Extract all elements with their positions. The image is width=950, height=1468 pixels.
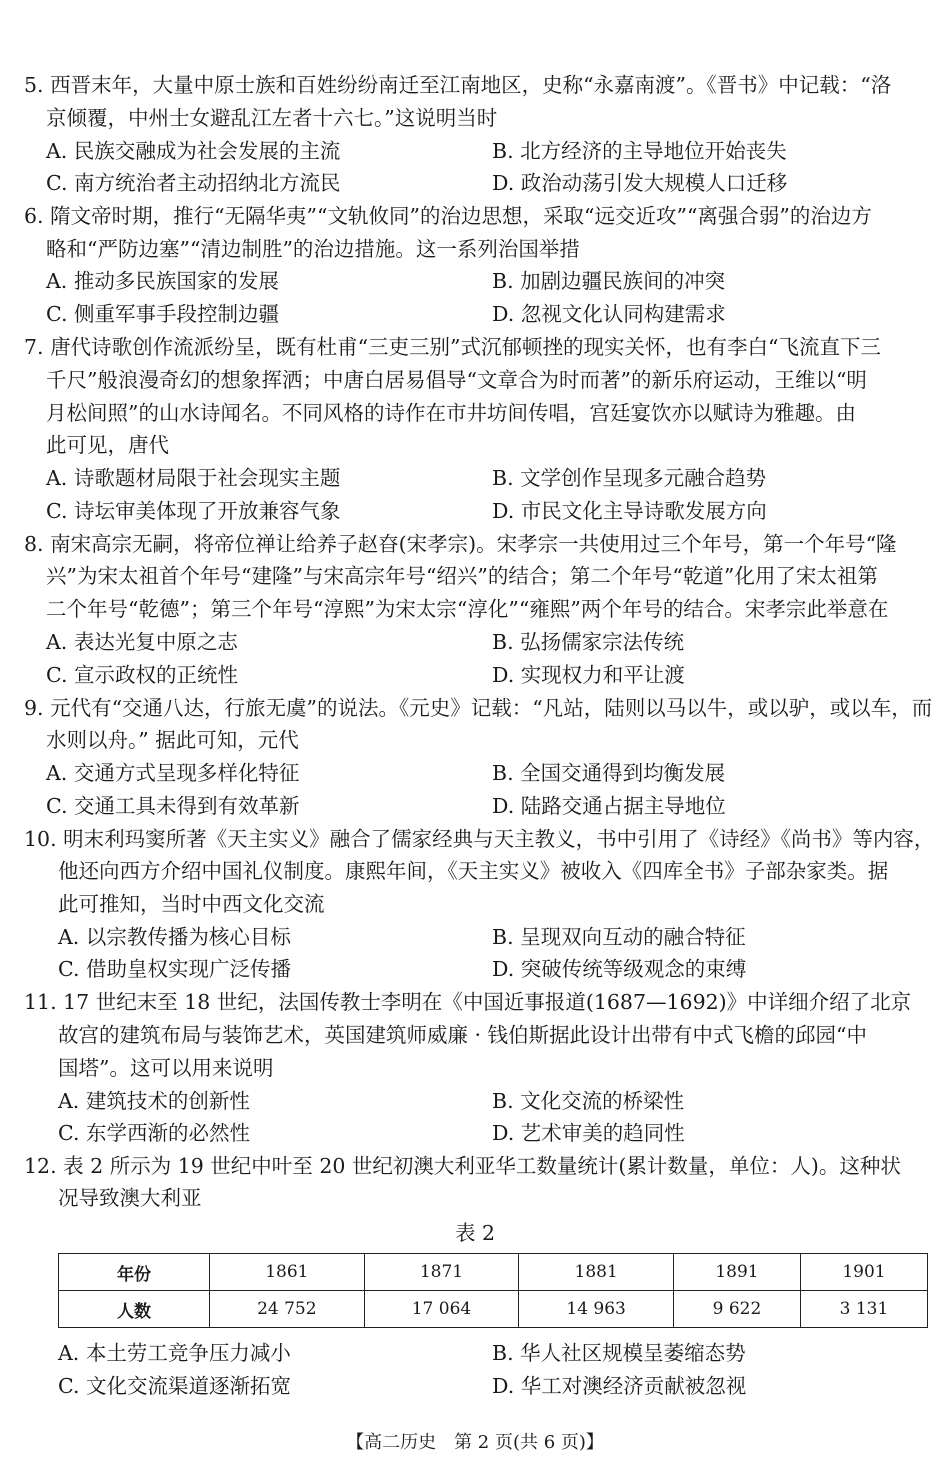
- option-b: B. 华人社区规模呈萎缩态势: [492, 1341, 746, 1365]
- option-c: C. 东学西渐的必然性: [58, 1121, 250, 1145]
- option-b: B. 文学创作呈现多元融合趋势: [492, 466, 767, 490]
- question-stem-line: 12. 表 2 所示为 19 世纪中叶至 20 世纪初澳大利亚华工数量统计(累计数量，单位：人)。这种状: [24, 1154, 901, 1178]
- question-stem-line: 9. 元代有“交通八达，行旅无虞”的说法。《元史》记载：“凡站，陆则以马以牛，或以驴，或以车，而: [24, 696, 933, 720]
- question-stem-line: 略和“严防边塞”“清边制胜”的治边措施。这一系列治国举措: [46, 237, 580, 261]
- question-stem-line: 京倾覆，中州士女避乱江左者十六七。”这说明当时: [46, 106, 498, 130]
- question-stem-line: 月松间照”的山水诗闻名。不同风格的诗作在市井坊间传唱，宫廷宴饮亦以赋诗为雅趣。由: [46, 401, 856, 425]
- question-stem-line: 5. 西晋末年，大量中原士族和百姓纷纷南迁至江南地区，史称“永嘉南渡”。《晋书》中记载：“洛: [24, 73, 892, 97]
- option-d: D. 市民文化主导诗歌发展方向: [492, 499, 767, 523]
- option-d: D. 华工对澳经济贡献被忽视: [492, 1374, 747, 1398]
- table-row: [59, 1254, 928, 1291]
- option-a: A. 建筑技术的创新性: [58, 1089, 250, 1113]
- option-d: D. 陆路交通占据主导地位: [492, 794, 726, 818]
- table-cell: 1861: [210, 1254, 365, 1291]
- table-cell: 1901: [800, 1254, 927, 1291]
- data-table: [58, 1253, 928, 1328]
- option-d: D. 艺术审美的趋同性: [492, 1121, 685, 1145]
- option-b: B. 弘扬儒家宗法传统: [492, 630, 685, 654]
- question-stem-line: 11. 17 世纪末至 18 世纪，法国传教士李明在《中国近事报道(1687—1692)》中详细介绍了北京: [24, 990, 912, 1014]
- question-stem-line: 千尺”般浪漫奇幻的想象挥洒；中唐白居易倡导“文章合为时而著”的新乐府运动，王维以“明: [46, 368, 867, 392]
- page-footer: 【高二历史 第 2 页(共 6 页)】: [346, 1432, 604, 1453]
- table-cell: 3 131: [800, 1291, 927, 1328]
- option-a: A. 本土劳工竞争压力减小: [58, 1341, 291, 1365]
- option-c: C. 文化交流渠道逐渐拓宽: [58, 1374, 291, 1398]
- table-row-label: 年份: [59, 1254, 210, 1291]
- table-cell: 24 752: [210, 1291, 365, 1328]
- table-caption: 表 2: [454, 1221, 496, 1245]
- option-c: C. 交通工具未得到有效革新: [46, 794, 300, 818]
- table-cell: 17 064: [364, 1291, 519, 1328]
- option-a: A. 交通方式呈现多样化特征: [46, 761, 300, 785]
- question-stem-line: 二个年号“乾德”；第三个年号“淳熙”为宋太宗“淳化”“雍熙”两个年号的结合。宋孝宗此举意在: [46, 597, 889, 621]
- question-stem-line: 8. 南宋高宗无嗣，将帝位禅让给养子赵昚(宋孝宗)。宋孝宗一共使用过三个年号，第一个年号“隆: [24, 532, 897, 556]
- question-stem-line: 7. 唐代诗歌创作流派纷呈，既有杜甫“三吏三别”式沉郁顿挫的现实关怀，也有李白“飞流直下三: [24, 335, 882, 359]
- question-stem-line: 10. 明末利玛窦所著《天主实义》融合了儒家经典与天主教义，书中引用了《诗经》《尚书》等内容，: [24, 827, 935, 851]
- option-d: D. 突破传统等级观念的束缚: [492, 957, 747, 981]
- option-d: D. 忽视文化认同构建需求: [492, 302, 726, 326]
- table-cell: 1871: [364, 1254, 519, 1291]
- question-stem-line: 水则以舟。” 据此可知，元代: [46, 728, 299, 752]
- option-b: B. 加剧边疆民族间的冲突: [492, 269, 726, 293]
- option-a: A. 民族交融成为社会发展的主流: [46, 139, 341, 163]
- question-stem-line: 况导致澳大利亚: [58, 1186, 202, 1210]
- table-cell: 1881: [519, 1254, 674, 1291]
- question-stem-line: 故宫的建筑布局与装饰艺术，英国建筑师威廉 · 钱伯斯据此设计出带有中式飞檐的邱园“中: [58, 1023, 868, 1047]
- option-a: A. 推动多民族国家的发展: [46, 269, 279, 293]
- option-a: A. 以宗教传播为核心目标: [58, 925, 291, 949]
- question-stem-line: 此可见，唐代: [46, 433, 169, 457]
- option-b: B. 文化交流的桥梁性: [492, 1089, 685, 1113]
- option-b: B. 全国交通得到均衡发展: [492, 761, 726, 785]
- question-stem-line: 他还向西方介绍中国礼仪制度。康熙年间，《天主实义》被收入《四库全书》子部杂家类。据: [58, 859, 889, 883]
- option-c: C. 宣示政权的正统性: [46, 663, 238, 687]
- option-b: B. 呈现双向互动的融合特征: [492, 925, 746, 949]
- option-c: C. 借助皇权实现广泛传播: [58, 957, 291, 981]
- question-stem-line: 兴”为宋太祖首个年号“建隆”与宋高宗年号“绍兴”的结合；第二个年号“乾道”化用了宋太祖第: [46, 564, 878, 588]
- table-row-label: 人数: [59, 1291, 210, 1328]
- option-d: D. 实现权力和平让渡: [492, 663, 685, 687]
- option-c: C. 侧重军事手段控制边疆: [46, 302, 279, 326]
- option-c: C. 南方统治者主动招纳北方流民: [46, 171, 341, 195]
- table-row: [59, 1291, 928, 1328]
- option-a: A. 表达光复中原之志: [46, 630, 238, 654]
- table-cell: 9 622: [673, 1291, 800, 1328]
- question-stem-line: 国塔”。这可以用来说明: [58, 1056, 274, 1080]
- option-c: C. 诗坛审美体现了开放兼容气象: [46, 499, 341, 523]
- option-a: A. 诗歌题材局限于社会现实主题: [46, 466, 341, 490]
- option-d: D. 政治动荡引发大规模人口迁移: [492, 171, 788, 195]
- table-cell: 1891: [673, 1254, 800, 1291]
- question-stem-line: 6. 隋文帝时期，推行“无隔华夷”“文轨攸同”的治边思想，采取“远交近攻”“离强合弱”的治边方: [24, 204, 872, 228]
- table-cell: 14 963: [519, 1291, 674, 1328]
- question-stem-line: 此可推知，当时中西文化交流: [58, 892, 325, 916]
- option-b: B. 北方经济的主导地位开始丧失: [492, 139, 787, 163]
